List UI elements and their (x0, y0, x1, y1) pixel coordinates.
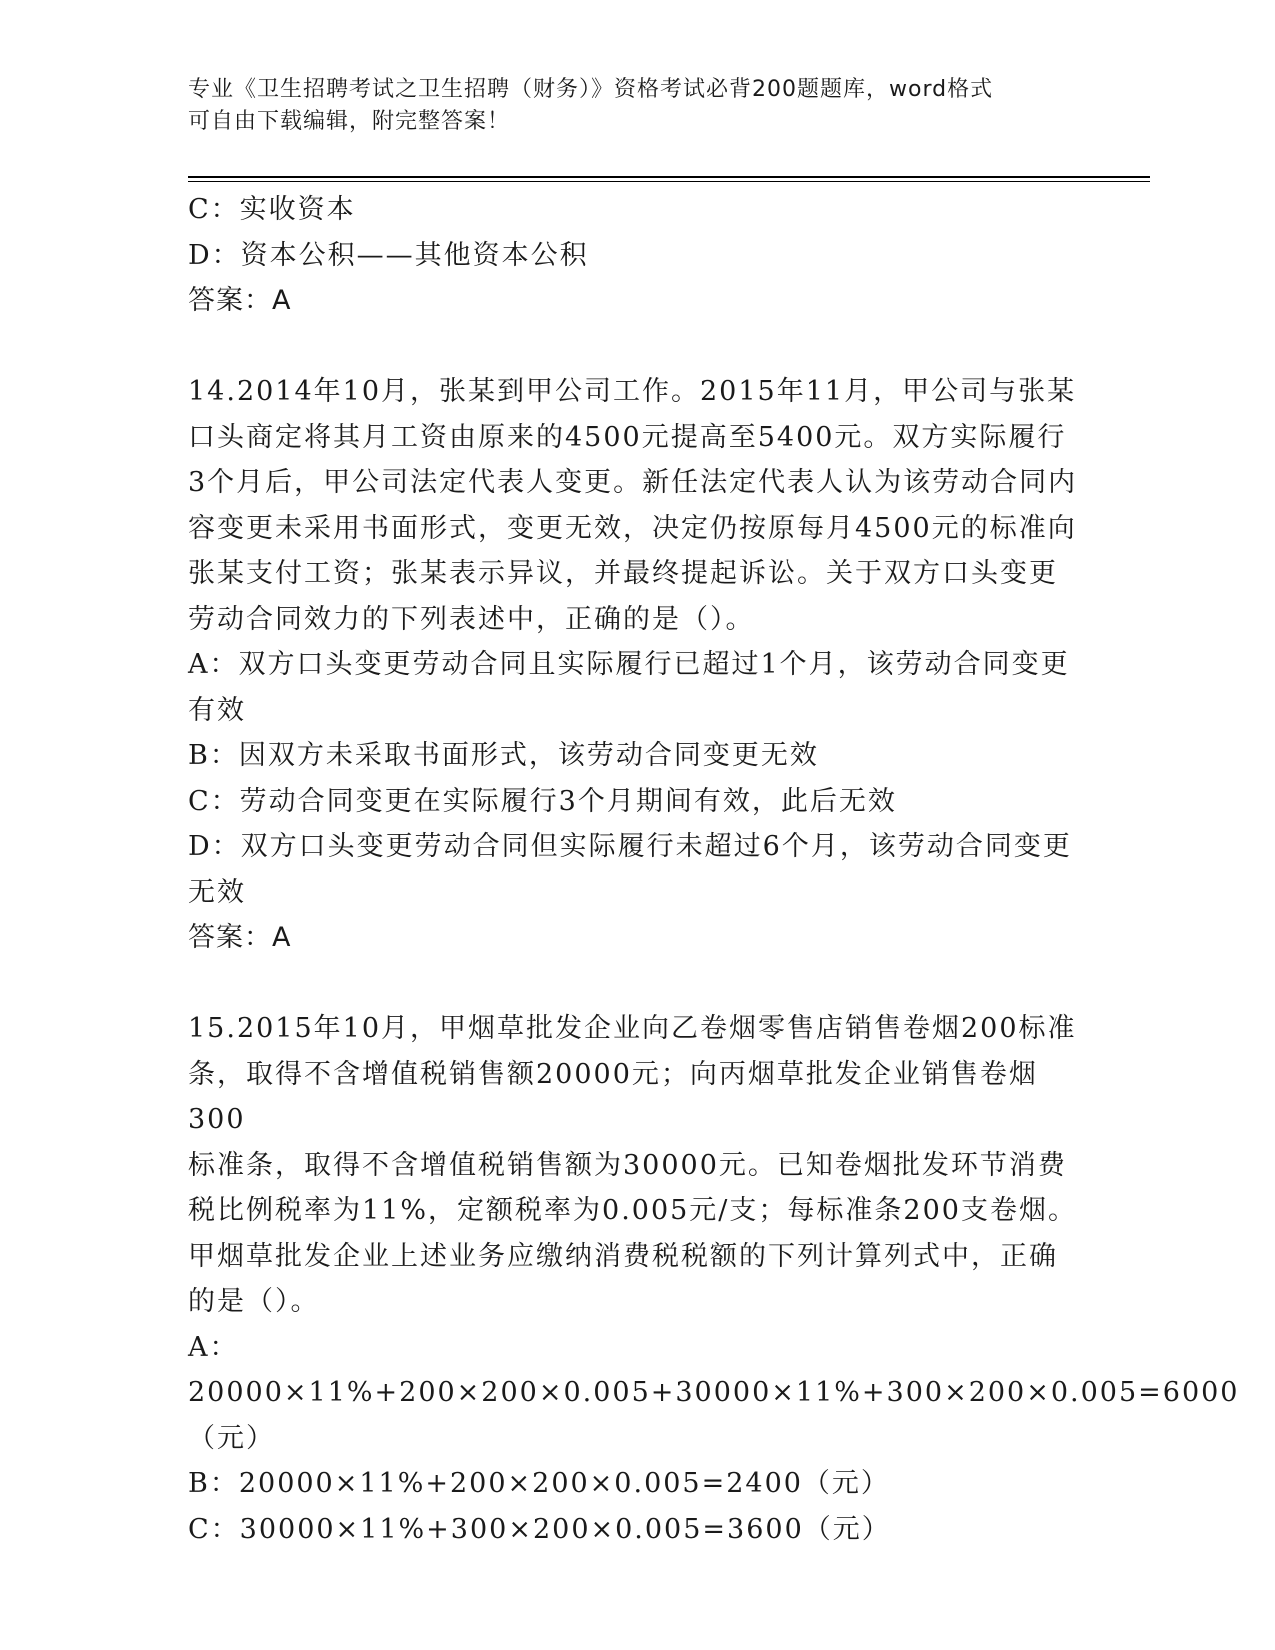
q15-option-b: B：20000×11%+200×200×0.005=2400（元） (188, 1468, 890, 1499)
q15-option-a: A：20000×11%+200×200×0.005+30000×11%+300×200×0.005=6000 (188, 1331, 1240, 1408)
q14-option-a-cont: 有效 (188, 694, 246, 726)
q13-option-d: D：资本公积——其他资本公积 (188, 239, 589, 271)
q14-stem-line: 口头商定将其月工资由原来的4500元提高至5400元。双方实际履行 (188, 421, 1067, 453)
q14-stem-line: 劳动合同效力的下列表述中，正确的是（）。 (188, 603, 755, 635)
document-body (188, 187, 1240, 1552)
q14-stem-line: 3个月后，甲公司法定代表人变更。新任法定代表人认为该劳动合同内 (188, 467, 1078, 498)
question-14 (188, 369, 1088, 961)
header-divider-thin (188, 181, 1150, 182)
q14-answer: 答案：A (188, 922, 292, 953)
q14-option-d: D：双方口头变更劳动合同但实际履行未超过6个月，该劳动合同变更 (188, 831, 1072, 862)
q15-option-a-cont: （元） (188, 1422, 275, 1454)
question-15 (188, 1006, 1240, 1552)
q14-stem-line: 张某支付工资；张某表示异议，并最终提起诉讼。关于双方口头变更 (188, 558, 1058, 589)
spacer (188, 324, 1088, 370)
header-divider-thick (188, 176, 1150, 178)
q14-option-c: C：劳动合同变更在实际履行3个月期间有效，此后无效 (188, 785, 897, 817)
q13-option-c: C：实收资本 (188, 194, 356, 225)
question-13-tail (188, 187, 1088, 324)
q13-answer: 答案：A (188, 285, 292, 316)
q15-stem-line: 的是（）。 (188, 1286, 320, 1317)
q15-stem-line: 条，取得不含增值税销售额20000元；向丙烟草批发企业销售卷烟300 (188, 1058, 1038, 1135)
q15-stem-line: 税比例税率为11%，定额税率为0.005元/支；每标准条200支卷烟。 (188, 1195, 1077, 1226)
document-header (188, 74, 1068, 138)
header-line-1: 专业《卫生招聘考试之卫生招聘（财务）》资格考试必背200题题库，word格式 (188, 77, 994, 102)
q14-option-a: A：双方口头变更劳动合同且实际履行已超过1个月，该劳动合同变更 (188, 649, 1070, 680)
spacer (188, 961, 1088, 1007)
q14-stem-line: 14.2014年10月，张某到甲公司工作。2015年11月，甲公司与张某 (188, 376, 1077, 407)
q14-option-b: B：因双方未采取书面形式，该劳动合同变更无效 (188, 740, 819, 771)
q14-option-d-cont: 无效 (188, 876, 246, 908)
q15-stem-line: 15.2015年10月，甲烟草批发企业向乙卷烟零售店销售卷烟200标准 (188, 1013, 1077, 1044)
q14-stem-line: 容变更未采用书面形式，变更无效，决定仍按原每月4500元的标准向 (188, 512, 1077, 544)
q15-option-c: C：30000×11%+300×200×0.005=3600（元） (188, 1513, 891, 1545)
q15-stem-line: 甲烟草批发企业上述业务应缴纳消费税税额的下列计算列式中，正确 (188, 1240, 1058, 1272)
q15-stem-line: 标准条，取得不含增值税销售额为30000元。已知卷烟批发环节消费 (188, 1149, 1067, 1181)
header-line-2: 可自由下载编辑，附完整答案！ (188, 109, 511, 134)
